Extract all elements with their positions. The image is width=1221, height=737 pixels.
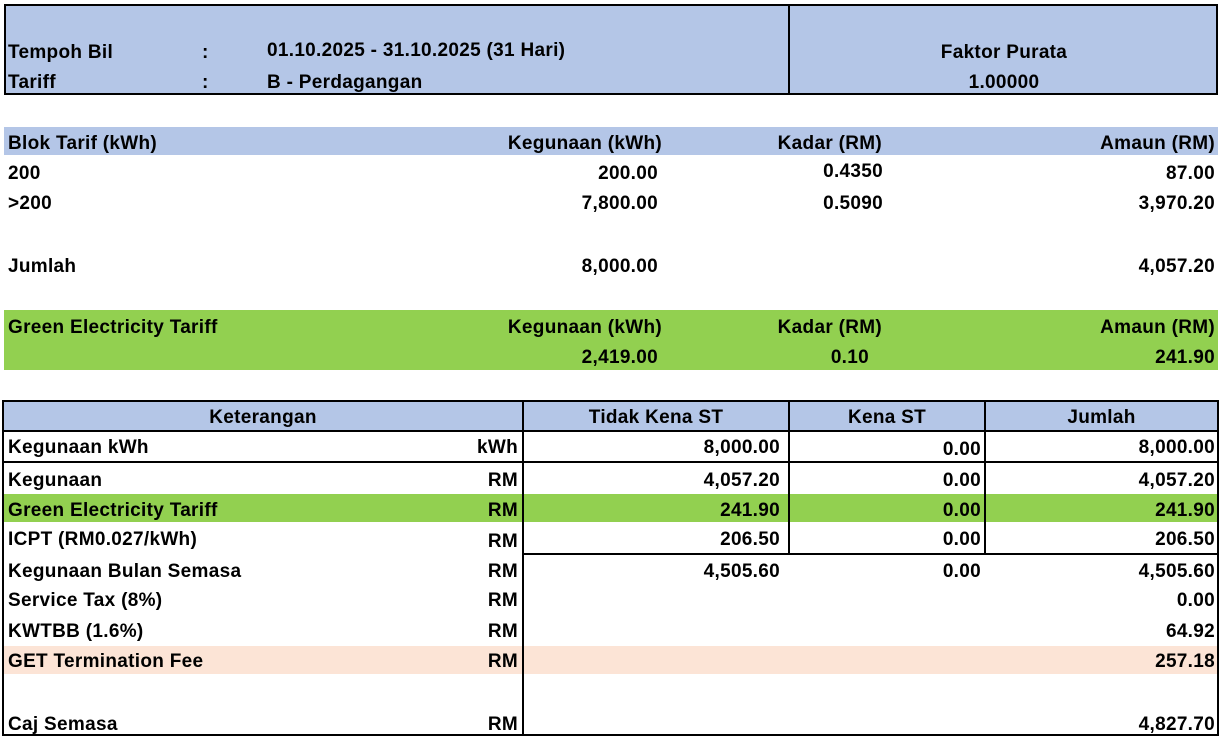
summary-row-unit: RM bbox=[487, 651, 518, 672]
summary-row-tidak: 241.90 bbox=[720, 500, 780, 521]
jumlah-kegunaan: 8,000.00 bbox=[581, 256, 658, 277]
caj-semasa-unit: RM bbox=[487, 714, 518, 735]
blok-row-1-blok: 200 bbox=[8, 163, 41, 184]
caj-semasa-label: Caj Semasa bbox=[8, 714, 118, 735]
blok-row-1-kadar: 0.4350 bbox=[823, 161, 883, 182]
col-divider-1 bbox=[522, 400, 524, 736]
jumlah-label: Jumlah bbox=[8, 256, 77, 277]
summary-row-tidak: 4,505.60 bbox=[703, 561, 780, 582]
green-amaun-header: Amaun (RM) bbox=[1100, 317, 1215, 338]
summary-row-kena: 0.00 bbox=[942, 439, 981, 460]
summary-row-label: Kegunaan Bulan Semasa bbox=[8, 561, 242, 582]
summary-row-jumlah: 241.90 bbox=[1155, 500, 1215, 521]
summary-row-jumlah: 8,000.00 bbox=[1138, 437, 1215, 458]
summary-row-jumlah: 0.00 bbox=[1176, 590, 1215, 611]
row-1-border bbox=[4, 461, 1219, 463]
summary-row-label: KWTBB (1.6%) bbox=[8, 621, 144, 642]
green-kegunaan-header: Kegunaan (kWh) bbox=[507, 317, 662, 338]
summary-row-jumlah: 4,057.20 bbox=[1138, 470, 1215, 491]
keterangan-header: Keterangan bbox=[209, 407, 317, 428]
tariff-separator: : bbox=[202, 72, 209, 93]
tidak-kena-st-header: Tidak Kena ST bbox=[588, 407, 724, 428]
green-kadar-header: Kadar (RM) bbox=[777, 317, 882, 338]
row-4-border bbox=[522, 553, 1219, 555]
blok-tarif-header: Blok Tarif (kWh) bbox=[8, 133, 158, 154]
summary-right-border bbox=[1217, 400, 1219, 736]
summary-row-kena: 0.00 bbox=[942, 470, 981, 491]
summary-row-label: Green Electricity Tariff bbox=[8, 500, 218, 521]
summary-row-label: GET Termination Fee bbox=[8, 651, 204, 672]
summary-row-kena: 0.00 bbox=[942, 561, 981, 582]
tempoh-separator: : bbox=[202, 42, 209, 63]
summary-row-label: Kegunaan kWh bbox=[8, 437, 149, 458]
summary-row-jumlah: 64.92 bbox=[1165, 621, 1215, 642]
summary-row-label: Service Tax (8%) bbox=[8, 590, 163, 611]
summary-row-unit: RM bbox=[487, 500, 518, 521]
summary-row-label: ICPT (RM0.027/kWh) bbox=[8, 529, 198, 550]
summary-row-unit: kWh bbox=[476, 437, 518, 458]
jumlah-header: Jumlah bbox=[1067, 407, 1136, 428]
summary-row-label: Kegunaan bbox=[8, 470, 103, 491]
jumlah-amaun: 4,057.20 bbox=[1138, 256, 1215, 277]
tariff-label: Tariff bbox=[8, 72, 56, 93]
summary-left-border bbox=[2, 400, 4, 736]
summary-row-tidak: 4,057.20 bbox=[703, 470, 780, 491]
summary-row-unit: RM bbox=[487, 470, 518, 491]
summary-row-unit: RM bbox=[487, 621, 518, 642]
summary-row-jumlah: 4,505.60 bbox=[1138, 561, 1215, 582]
summary-row-tidak: 206.50 bbox=[720, 529, 780, 550]
tariff-value: B - Perdagangan bbox=[267, 72, 423, 93]
caj-semasa-value: 4,827.70 bbox=[1138, 714, 1215, 735]
blok-row-2-kadar: 0.5090 bbox=[823, 193, 883, 214]
tempoh-label: Tempoh Bil bbox=[8, 42, 114, 63]
blok-amaun-header: Amaun (RM) bbox=[1100, 133, 1215, 154]
green-amaun-value: 241.90 bbox=[1155, 347, 1215, 368]
blok-row-2-kegunaan: 7,800.00 bbox=[581, 193, 658, 214]
summary-row-jumlah: 257.18 bbox=[1155, 651, 1215, 672]
faktor-purata-value: 1.00000 bbox=[968, 72, 1040, 93]
green-kadar-value: 0.10 bbox=[830, 347, 869, 368]
blok-kadar-header: Kadar (RM) bbox=[777, 133, 882, 154]
summary-row-kena: 0.00 bbox=[942, 529, 981, 550]
blok-row-2-amaun: 3,970.20 bbox=[1138, 193, 1215, 214]
summary-row-kena: 0.00 bbox=[942, 500, 981, 521]
summary-header-border bbox=[4, 430, 1219, 432]
kena-st-header: Kena ST bbox=[847, 407, 927, 428]
summary-row-jumlah: 206.50 bbox=[1155, 529, 1215, 550]
blok-row-2-blok: >200 bbox=[8, 193, 52, 214]
summary-row-unit: RM bbox=[487, 531, 518, 552]
summary-top-border bbox=[4, 400, 1219, 402]
tempoh-value: 01.10.2025 - 31.10.2025 (31 Hari) bbox=[267, 40, 566, 61]
summary-row-unit: RM bbox=[487, 561, 518, 582]
summary-row-unit: RM bbox=[487, 590, 518, 611]
blok-row-1-kegunaan: 200.00 bbox=[598, 163, 658, 184]
faktor-purata-label: Faktor Purata bbox=[940, 42, 1068, 63]
blok-row-1-amaun: 87.00 bbox=[1165, 163, 1215, 184]
summary-row-tidak: 8,000.00 bbox=[703, 437, 780, 458]
blok-kegunaan-header: Kegunaan (kWh) bbox=[507, 133, 662, 154]
green-tariff-header: Green Electricity Tariff bbox=[8, 317, 218, 338]
green-kegunaan-value: 2,419.00 bbox=[581, 347, 658, 368]
